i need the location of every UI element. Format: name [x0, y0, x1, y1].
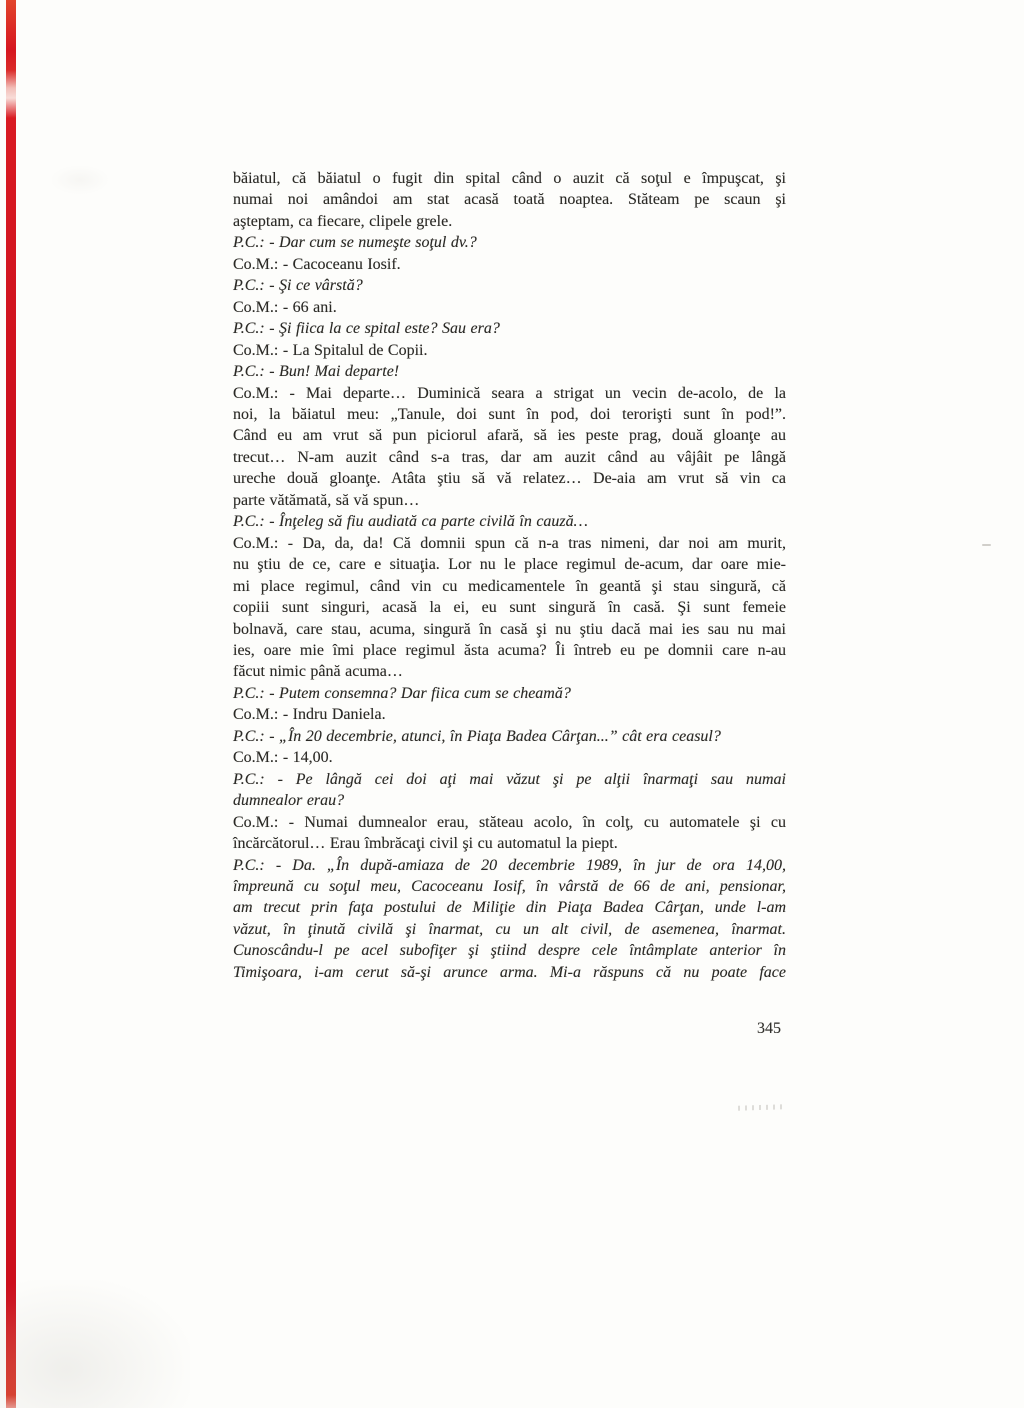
text-line: aşteptam, ca fiecare, clipele grele. [233, 212, 453, 230]
text-line: făcut nimic până acuma… [233, 663, 403, 681]
text-line: încărcătorul… Erau îmbrăcaţi civil şi cu automatul la piept. [233, 835, 618, 853]
scan-edge-stripe [6, 0, 16, 1408]
text-line: P.C.: - Da. „În după-amiaza de 20 decembrie 1989, în jur de ora 14,00, [233, 856, 786, 874]
text-line: împreună cu soţul meu, Cacoceanu Iosif, în vârstă de 66 de ani, pensionar, [233, 877, 786, 895]
text-line: Co.M.: - Indru Daniela. [233, 706, 386, 724]
text-line: bolnavă, care stau, acuma, singură în casă şi nu ştiu dacă mai ies sau nu mai [233, 620, 786, 638]
text-block [233, 168, 786, 983]
text-line: Co.M.: - 14,00. [233, 749, 333, 767]
text-line: Co.M.: - Da, da, da! Că domnii spun că n-a tras nimeni, dar noi am murit, [233, 534, 786, 552]
scan-smudge [50, 165, 110, 195]
text-line: P.C.: - Pe lângă cei doi aţi mai văzut şi pe alţii înarmaţi sau numai [233, 770, 786, 788]
text-line: copiii sunt singuri, acasă la ei, eu sunt singură în casă. Şi sunt femeie [233, 599, 786, 617]
text-line: parte vătămată, să vă spun… [233, 491, 420, 509]
page-number: 345 [757, 1020, 781, 1037]
text-line: Timişoara, i-am cerut să-şi arunce arma. Mi-a răspuns că nu poate face [233, 963, 786, 981]
text-line: P.C.: - Dar cum se numeşte soţul dv.? [233, 234, 477, 252]
text-line: ies, oare mie îmi place regimul ăsta acuma? Îi întreb eu pe domnii care n-au [233, 641, 786, 659]
text-line: ureche două gloanţe. Atâta ştiu să vă relatez… De-aia am vrut să vin ca [233, 470, 786, 488]
text-line: P.C.: - „În 20 decembrie, atunci, în Piaţa Badea Cârţan...” cât era ceasul? [233, 727, 721, 745]
text-line: Co.M.: - 66 ani. [233, 298, 337, 316]
text-line: nu ştiu de ce, care e situaţia. Lor nu le place regimul de-acum, dar oare mie- [233, 556, 786, 574]
text-line: mi place regimul, când vin cu medicamentele în geantă şi stau singură, că [233, 577, 786, 595]
text-line: P.C.: - Înţeleg să fiu audiată ca parte civilă în cauză… [233, 513, 588, 531]
text-line: P.C.: - Şi fiica la ce spital este? Sau era? [233, 320, 500, 338]
scan-artifact-dots [738, 1104, 784, 1111]
text-line: Când eu am vrut să pun piciorul afară, să ies peste prag, două gloanţe au [233, 427, 786, 445]
text-line: numai noi amândoi am stat acasă toată noaptea. Stăteam pe scaun şi [233, 191, 786, 209]
text-line: noi, la băiatul meu: „Tanule, doi sunt în pod, doi terorişti sunt în pod!”. [233, 405, 786, 423]
text-line: Co.M.: - Numai dumnealor erau, stăteau acolo, în colţ, cu automatele şi cu [233, 813, 786, 831]
text-line: Co.M.: - La Spitalul de Copii. [233, 341, 428, 359]
text-line: P.C.: - Putem consemna? Dar fiica cum se cheamă? [233, 684, 571, 702]
text-line: Co.M.: - Cacoceanu Iosif. [233, 255, 401, 273]
text-line: dumnealor erau? [233, 792, 345, 810]
text-line: văzut, în ţinută civilă şi înarmat, cu un alt civil, de asemenea, înarmat. [233, 920, 786, 938]
text-line: băiatul, că băiatul o fugit din spital când o auzit că soţul e împuşcat, şi [233, 170, 786, 187]
scan-smudge [0, 1280, 190, 1408]
text-line: P.C.: - Şi ce vârstă? [233, 277, 363, 295]
text-line: trecut… N-am auzit când s-a tras, dar am auzit când au vâjâit pe lângă [233, 448, 786, 466]
scan-artifact-dash [982, 544, 991, 546]
text-line: Co.M.: - Mai departe… Duminică seara a strigat un vecin de-acolo, de la [233, 384, 786, 402]
text-line: P.C.: - Bun! Mai departe! [233, 363, 400, 381]
text-line: am trecut prin faţa postului de Miliţie din Piaţa Badea Cârţan, unde l-am [233, 899, 786, 917]
text-line: Cunoscându-l pe acel subofiţer şi ştiind despre cele întâmplate anterior în [233, 942, 786, 960]
